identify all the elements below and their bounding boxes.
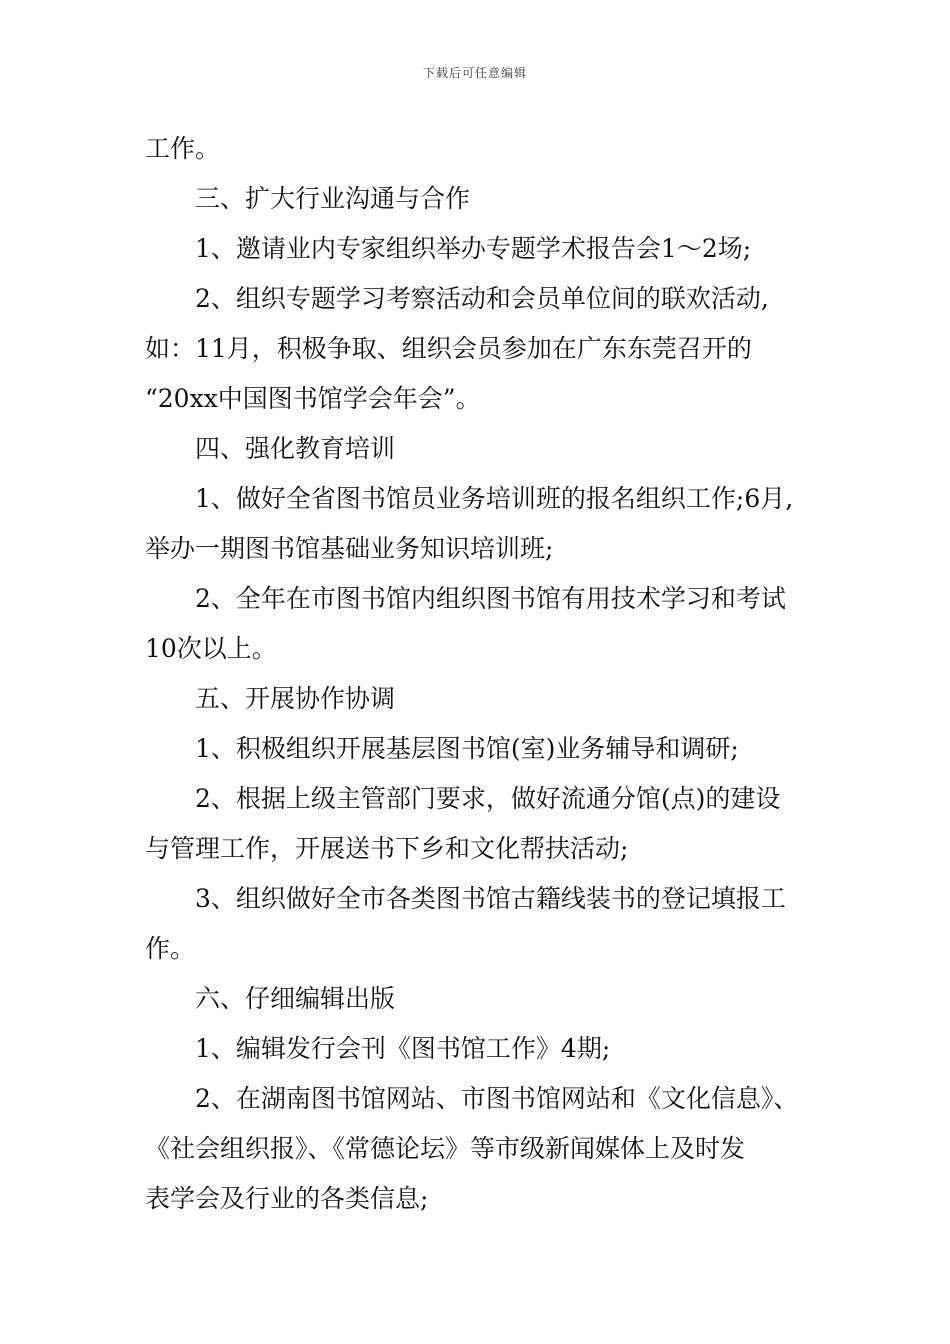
section-heading-5: 五、开展协作协调	[195, 684, 396, 713]
section-heading-6: 六、仔细编辑出版	[195, 984, 396, 1013]
text-line: 举办一期图书馆基础业务知识培训班;	[145, 534, 554, 563]
text-line: 《社会组织报》、《常德论坛》等市级新闻媒体上及时发	[145, 1134, 746, 1163]
list-item: 2、组织专题学习考察活动和会员单位间的联欢活动,	[195, 284, 769, 313]
list-item: 3、组织做好全市各类图书馆古籍线装书的登记填报工	[195, 884, 786, 913]
text-line: 10次以上。	[145, 634, 277, 663]
text-line: “20xx中国图书馆学会年会”。	[145, 384, 481, 413]
list-item: 2、根据上级主管部门要求，做好流通分馆(点)的建设	[195, 784, 781, 813]
list-item: 1、邀请业内专家组织举办专题学术报告会1～2场;	[195, 234, 752, 263]
text-line: 如：11月，积极争取、组织会员参加在广东东莞召开的	[145, 334, 752, 363]
list-item: 1、积极组织开展基层图书馆(室)业务辅导和调研;	[195, 734, 739, 763]
text-line: 作。	[145, 934, 196, 963]
section-heading-3: 三、扩大行业沟通与合作	[195, 184, 471, 213]
list-item: 1、编辑发行会刊《图书馆工作》4期;	[195, 1034, 611, 1063]
section-heading-4: 四、强化教育培训	[195, 434, 396, 463]
text-line: 与管理工作，开展送书下乡和文化帮扶活动;	[145, 834, 629, 863]
list-item: 2、全年在市图书馆内组织图书馆有用技术学习和考试	[195, 584, 786, 613]
list-item: 2、在湖南图书馆网站、市图书馆网站和《文化信息》、	[195, 1084, 799, 1113]
document-body	[145, 124, 815, 1224]
text-line: 工作。	[145, 134, 221, 163]
list-item: 1、做好全省图书馆员业务培训班的报名组织工作;6月,	[195, 484, 794, 513]
page-header: 下载后可任意编辑	[422, 66, 527, 80]
text-line: 表学会及行业的各类信息;	[145, 1184, 429, 1213]
